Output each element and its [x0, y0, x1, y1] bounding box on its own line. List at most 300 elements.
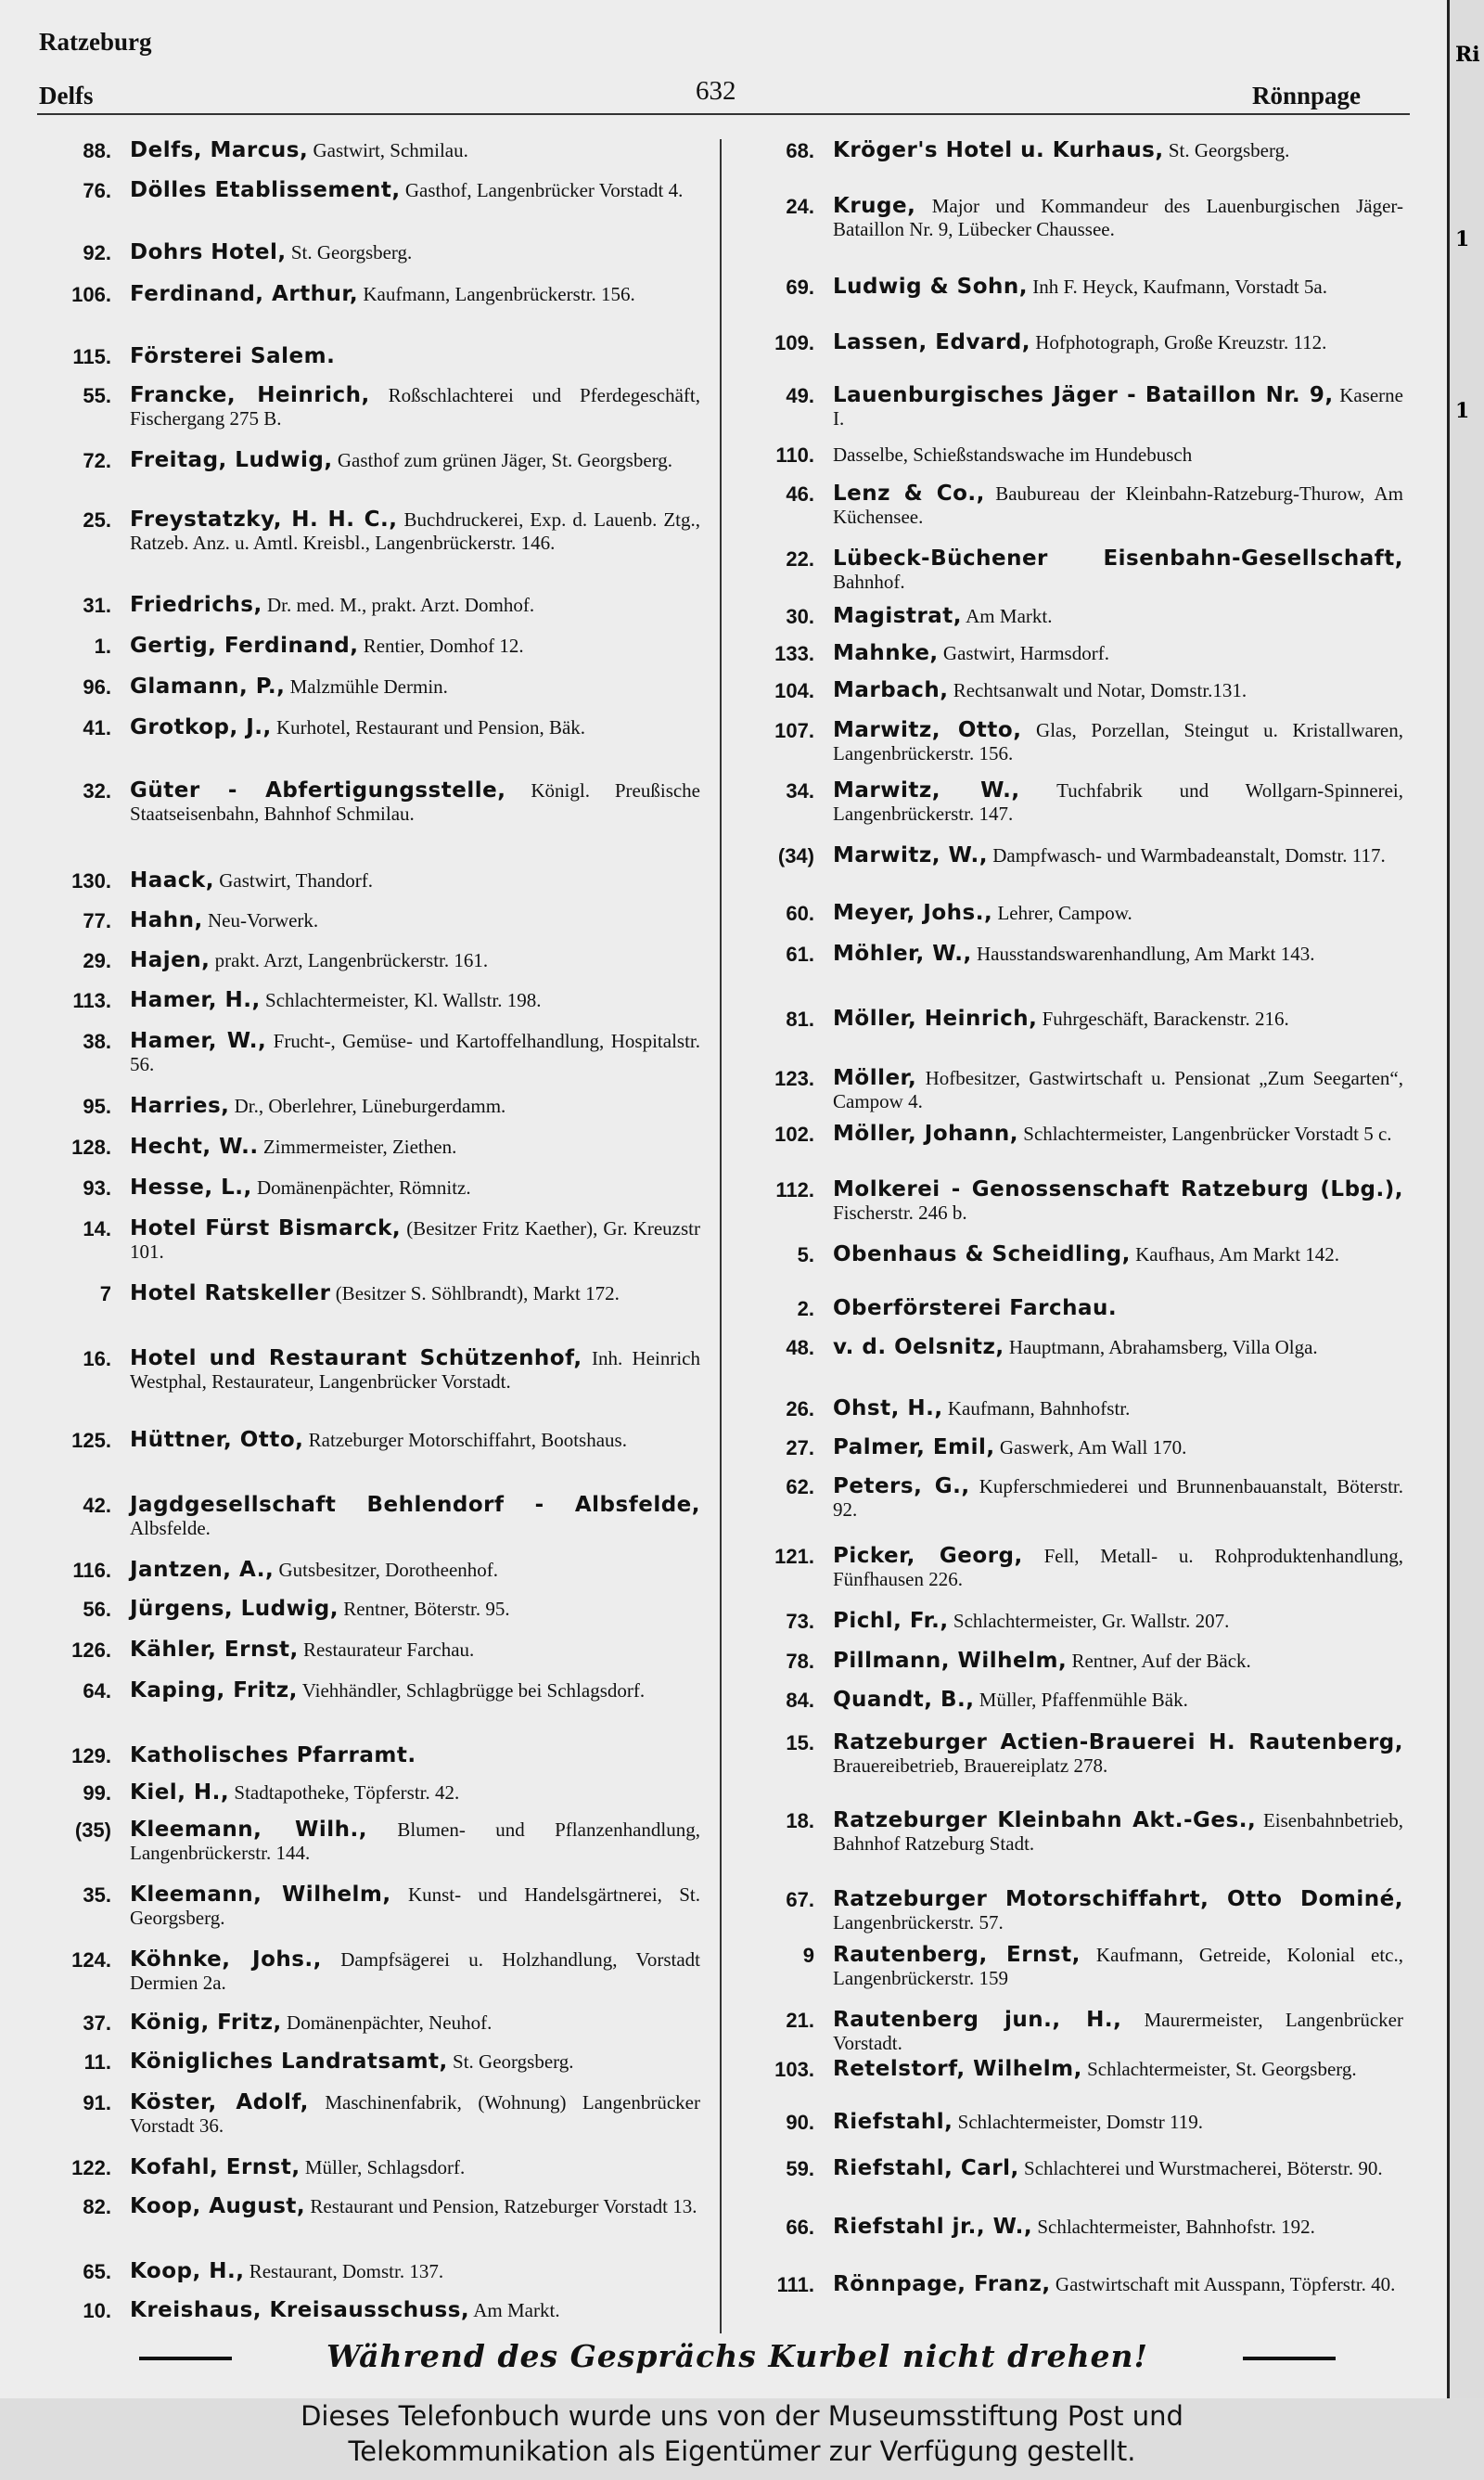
entry-address: Frucht-, Gemüse- und Kartoffelhandlung, Hospitalstr. 56. [130, 1030, 700, 1075]
entry-text [130, 1136, 700, 1159]
entry-address: Tuchfabrik und Wollgarn-Spinnerei, Langenbrückerstr. 147. [833, 779, 1403, 825]
entry-address: Restaurant, Domstr. 137. [249, 2260, 444, 2282]
entry-name: Oberförsterei Farchau. [833, 1296, 1118, 1320]
entry-address: Restaurateur Farchau. [303, 1638, 475, 1661]
entry-name: Hamer, H., [130, 988, 261, 1012]
entry-address: Müller, Pfaffenmühle Bäk. [979, 1689, 1188, 1711]
entry-address: Gastwirt, Schmilau. [313, 139, 468, 161]
entry-name: Grotkop, J., [130, 715, 272, 739]
entry-text [833, 2009, 1403, 2055]
adjacent-page-text: 1 [1455, 227, 1470, 251]
entry-name: Harries, [130, 1094, 230, 1118]
entry-text [833, 482, 1403, 529]
entry-name: v. d. Oelsnitz, [833, 1335, 1004, 1359]
entry-text [130, 283, 700, 306]
entry-name: Möller, [833, 1066, 917, 1090]
entry-number: 76. [83, 179, 111, 202]
entry-address: Schlachtermeister, Langenbrücker Vorstadt 5 c. [1023, 1123, 1392, 1145]
entry-address: Stadtapotheke, Töpferstr. 42. [234, 1781, 460, 1804]
entry-number: 37. [83, 2011, 111, 2035]
entry-number: 110. [775, 443, 814, 467]
entry-number: 67. [786, 1888, 814, 1911]
entry-number: 109. [774, 331, 814, 354]
entry-address: Hausstandswarenhandlung, Am Markt 143. [976, 943, 1315, 965]
entry-name: Rönnpage, Franz, [833, 2272, 1051, 2296]
entry-address: Dasselbe, Schießstandswache im Hundebusch [833, 443, 1193, 466]
entry-text [833, 943, 1403, 966]
entry-text [833, 1944, 1403, 1990]
entry-number: 24. [786, 195, 814, 218]
entry-name: Friedrichs, [130, 593, 262, 617]
entry-name: Hotel Ratskeller [130, 1281, 331, 1305]
entry-address: Buchdruckerei, Exp. d. Lauenb. Ztg., Ratzeb. Anz. u. Amtl. Kreisbl., Langenbrückerstr. 146. [130, 508, 700, 554]
entry-text [130, 1559, 700, 1582]
entry-address: Kupferschmiederei und Brunnenbauanstalt, Böterstr. 92. [833, 1475, 1404, 1521]
entry-name: König, Fritz, [130, 2011, 282, 2035]
entry-number: 133. [774, 642, 814, 665]
entry-name: Meyer, Johs., [833, 901, 993, 925]
entry-number: 21. [786, 2009, 814, 2032]
entry-number: 113. [72, 989, 111, 1012]
entry-name: Lauenburgisches Jäger - Bataillon Nr. 9, [833, 383, 1334, 407]
entry-text [130, 594, 700, 617]
entry-number: 38. [83, 1030, 111, 1053]
entry-name: Kofahl, Ernst, [130, 2155, 301, 2179]
entry-text [130, 675, 700, 699]
entry-address: prakt. Arzt, Langenbrückerstr. 161. [214, 949, 489, 971]
banner [139, 2338, 1336, 2375]
entry-address: Glas, Porzellan, Steingut u. Kristallwaren, Langenbrückerstr. 156. [833, 719, 1403, 765]
entry-text [130, 2011, 700, 2035]
entry-address: Hauptmann, Abrahamsberg, Villa Olga. [1008, 1336, 1318, 1358]
banner-dash-left [139, 2357, 232, 2360]
entry-number: 78. [786, 1650, 814, 1673]
entry-address: Major und Kommandeur des Lauenburgischen Jäger-Bataillon Nr. 9, Lübecker Chaussee. [833, 195, 1403, 240]
entry-text [130, 1176, 700, 1200]
entry-text [130, 179, 700, 202]
entry-text [833, 1731, 1403, 1778]
entry-name: Kaping, Fritz, [130, 1678, 298, 1703]
entry-text [833, 1809, 1403, 1856]
entry-text [130, 1679, 700, 1703]
entry-name: Marbach, [833, 678, 949, 702]
entry-text [833, 331, 1403, 354]
entry-text [833, 719, 1403, 765]
entry-name: Obenhaus & Scheidling, [833, 1242, 1131, 1266]
entry-text [833, 384, 1403, 430]
entry-address: Bahnhof. [833, 571, 905, 593]
entry-address: Gutsbesitzer, Dorotheenhof. [278, 1559, 499, 1581]
entry-name: Francke, Heinrich, [130, 383, 370, 407]
place-heading: Ratzeburg [39, 28, 152, 56]
entry-name: Möller, Heinrich, [833, 1007, 1038, 1031]
entry-name: Jantzen, A., [130, 1558, 275, 1582]
entry-name: Palmer, Emil, [833, 1435, 995, 1459]
entry-name: Marwitz, Otto, [833, 718, 1022, 742]
entry-number: 18. [786, 1809, 814, 1832]
entry-address: Roßschlachterei und Pferdegeschäft, Fischergang 275 B. [130, 384, 700, 430]
entry-text [833, 195, 1403, 241]
entry-text [833, 1297, 1403, 1320]
entry-name: Köhnke, Johs., [130, 1947, 322, 1972]
entry-name: Riefstahl, Carl, [833, 2156, 1019, 2180]
entry-address: Dr. med. M., prakt. Arzt. Domhof. [266, 594, 535, 616]
entry-number: 31. [83, 594, 111, 617]
entry-number: 82. [83, 2195, 111, 2218]
entry-text [833, 902, 1403, 925]
entry-name: Hecht, W.. [130, 1135, 259, 1159]
entry-address: Schlachtermeister, Bahnhofstr. 192. [1037, 2216, 1315, 2238]
entry-name: Kleemann, Wilh., [130, 1818, 367, 1842]
entry-address: Eisenbahnbetrieb, Bahnhof Ratzeburg Stadt. [833, 1809, 1403, 1855]
entry-text [130, 1781, 700, 1805]
entry-number: 122. [71, 2156, 111, 2179]
entry-name: Ratzeburger Motorschiffahrt, Otto Dominé, [833, 1887, 1403, 1911]
entry-address: Gasthof, Langenbrücker Vorstadt 4. [404, 179, 684, 201]
entry-number: 129. [71, 1744, 111, 1767]
entry-text [833, 2273, 1403, 2296]
entry-number: 92. [83, 241, 111, 264]
entry-text [130, 1638, 700, 1662]
entry-text [130, 508, 700, 555]
entry-address: Fell, Metall- u. Rohproduktenhandlung, Fünfhausen 226. [833, 1545, 1404, 1590]
entry-name: Güter - Abfertigungsstelle, [130, 778, 506, 803]
entry-number: 59. [786, 2157, 814, 2180]
entry-number: 123. [774, 1067, 814, 1090]
entry-name: Ohst, H., [833, 1396, 943, 1420]
entry-name: Freitag, Ludwig, [130, 448, 333, 472]
entry-text [130, 449, 700, 472]
entry-address: Kaufhaus, Am Markt 142. [1135, 1243, 1340, 1266]
entry-address: Kaufmann, Getreide, Kolonial etc., Langenbrückerstr. 159 [833, 1944, 1403, 1989]
entry-number: 10. [83, 2299, 111, 2322]
adjacent-page-text: 1 [1455, 399, 1470, 423]
entry-text [130, 1282, 700, 1305]
entry-text [833, 679, 1403, 702]
entry-address: Rentner, Böterstr. 95. [343, 1598, 510, 1620]
entry-name: Hotel und Restaurant Schützenhof, [130, 1346, 582, 1370]
entry-name: Hüttner, Otto, [130, 1428, 304, 1452]
entry-name: Freystatzky, H. H. C., [130, 508, 398, 532]
entry-text [833, 1336, 1403, 1359]
entry-name: Riefstahl, [833, 2110, 953, 2134]
entry-address: Müller, Schlagsdorf. [304, 2156, 466, 2178]
entry-text [833, 1610, 1403, 1633]
entry-name: Hamer, W., [130, 1029, 267, 1053]
entry-address: Domänenpächter, Neuhof. [287, 2011, 493, 2034]
entry-number: (34) [777, 844, 814, 867]
entry-number: 30. [786, 605, 814, 628]
entry-number: 77. [83, 909, 111, 932]
entry-number: 66. [786, 2216, 814, 2239]
entry-address: Ratzeburger Motorschiffahrt, Bootshaus. [308, 1429, 627, 1451]
entry-number: 121. [774, 1545, 814, 1568]
entry-text [130, 2156, 700, 2179]
entry-number: 68. [786, 139, 814, 162]
entry-name: Hajen, [130, 948, 211, 972]
entry-name: Kruge, [833, 194, 916, 218]
entry-number: 26. [786, 1397, 814, 1420]
entry-name: Mahnke, [833, 641, 939, 665]
entry-address: Gaswerk, Am Wall 170. [999, 1436, 1187, 1458]
entry-text [833, 1545, 1403, 1591]
entry-number: 48. [786, 1336, 814, 1359]
entry-address: Gastwirt, Harmsdorf. [942, 642, 1109, 664]
entry-name: Dölles Etablissement, [130, 178, 401, 202]
entry-address: Schlachtermeister, Domstr 119. [957, 2111, 1203, 2133]
entry-number: 65. [83, 2260, 111, 2283]
entry-number: 34. [786, 779, 814, 803]
entry-number: 91. [83, 2091, 111, 2114]
entry-name: Köster, Adolf, [130, 2090, 309, 2114]
entry-name: Kleemann, Wilhelm, [130, 1882, 391, 1907]
entry-name: Ratzeburger Actien-Brauerei H. Rautenberg, [833, 1730, 1403, 1754]
entry-name: Lassen, Edvard, [833, 330, 1031, 354]
entry-name: Lenz & Co., [833, 482, 985, 506]
entry-number: 25. [83, 508, 111, 532]
entry-address: Inh. Heinrich Westphal, Restaurateur, Langenbrücker Vorstadt. [130, 1347, 700, 1393]
entry-number: 81. [786, 1008, 814, 1031]
entry-address: Rentier, Domhof 12. [363, 635, 524, 657]
entry-text [130, 989, 700, 1012]
entry-number: 49. [786, 384, 814, 407]
entry-name: Kähler, Ernst, [130, 1638, 299, 1662]
entry-name: Glamann, P., [130, 675, 286, 699]
entry-address: Inh F. Heyck, Kaufmann, Vorstadt 5a. [1032, 276, 1328, 298]
entry-address: Kaufmann, Langenbrückerstr. 156. [363, 283, 635, 305]
entry-number: 35. [83, 1883, 111, 1907]
entry-number: 15. [786, 1731, 814, 1754]
entry-name: Jürgens, Ludwig, [130, 1597, 339, 1621]
entry-number: 128. [71, 1136, 111, 1159]
entry-name: Ludwig & Sohn, [833, 275, 1029, 299]
entry-number: 112. [775, 1178, 814, 1201]
entry-text [833, 1123, 1403, 1146]
entry-name: Pichl, Fr., [833, 1609, 949, 1633]
entry-name: Kröger's Hotel u. Kurhaus, [833, 138, 1164, 162]
entry-name: Möhler, W., [833, 942, 972, 966]
entry-name: Jagdgesellschaft Behlendorf - Albsfelde, [130, 1493, 700, 1517]
entry-number: 69. [786, 276, 814, 299]
entry-number: 61. [786, 943, 814, 966]
entry-name: Dohrs Hotel, [130, 240, 287, 264]
entry-name: Haack, [130, 868, 214, 893]
entry-text [130, 909, 700, 932]
entry-number: 106. [71, 283, 111, 306]
entry-text [833, 1397, 1403, 1420]
entry-address: Zimmermeister, Ziethen. [262, 1136, 457, 1158]
entry-text [130, 384, 700, 430]
entry-text [130, 1347, 700, 1394]
page-number: 632 [696, 76, 736, 106]
entry-number: 126. [71, 1638, 111, 1662]
entry-number: 103. [774, 2058, 814, 2081]
entry-address: Gastwirt, Thandorf. [219, 869, 374, 892]
entry-number: 41. [83, 716, 111, 739]
entry-address: St. Georgsberg. [1168, 139, 1290, 161]
entry-address: Gasthof zum grünen Jäger, St. Georgsberg. [337, 449, 673, 471]
entry-text [833, 1475, 1403, 1522]
entry-text [833, 139, 1403, 162]
footer-notice [0, 2398, 1484, 2480]
entry-name: Königliches Landratsamt, [130, 2050, 448, 2074]
entry-address: Baubureau der Kleinbahn-Ratzeburg-Thurow, Am Küchensee. [833, 482, 1403, 528]
column-divider [720, 139, 722, 2333]
entry-address: Dampfsägerei u. Holzhandlung, Vorstadt Dermien 2a. [130, 1948, 701, 1994]
entry-text [833, 642, 1403, 665]
entry-address: Gastwirtschaft mit Ausspann, Töpferstr. 40. [1055, 2273, 1396, 2295]
entry-text [833, 276, 1403, 299]
banner-text: Während des Gesprächs Kurbel nicht drehen! [326, 2338, 1149, 2374]
entry-text [130, 869, 700, 893]
entry-text [833, 443, 1403, 467]
entry-address: Schlachterei und Wurstmacherei, Böterstr. 90. [1024, 2157, 1383, 2179]
entry-text [833, 1436, 1403, 1459]
entry-name: Quandt, B., [833, 1688, 975, 1712]
entry-text [130, 2050, 700, 2074]
entry-text [130, 949, 700, 972]
entry-address: Blumen- und Pflanzenhandlung, Langenbrückerstr. 144. [130, 1818, 700, 1864]
entry-number: 56. [83, 1598, 111, 1621]
entry-number: 72. [83, 449, 111, 472]
entry-address: St. Georgsberg. [453, 2050, 574, 2073]
entry-name: Hahn, [130, 908, 203, 932]
entry-number: (35) [74, 1818, 111, 1842]
entry-text [833, 1888, 1403, 1934]
entry-name: Möller, Johann, [833, 1122, 1019, 1146]
entry-text [833, 844, 1403, 867]
entry-number: 27. [786, 1436, 814, 1459]
entry-address: Restaurant und Pension, Ratzeburger Vorstadt 13. [310, 2195, 697, 2217]
entry-number: 93. [83, 1176, 111, 1200]
entry-address: Kurhotel, Restaurant und Pension, Bäk. [276, 716, 586, 739]
entry-address: Am Markt. [473, 2299, 560, 2321]
entry-name: Försterei Salem. [130, 344, 336, 368]
entry-name: Ratzeburger Kleinbahn Akt.-Ges., [833, 1808, 1257, 1832]
entry-name: Peters, G., [833, 1474, 970, 1498]
entry-number: 90. [786, 2111, 814, 2134]
entry-number: 88. [83, 139, 111, 162]
entry-text [130, 241, 700, 264]
entry-text [833, 605, 1403, 628]
entry-address: Maurermeister, Langenbrücker Vorstadt. [833, 2009, 1403, 2054]
entry-name: Kreishaus, Kreisausschuss, [130, 2298, 470, 2322]
entry-number: 124. [71, 1948, 111, 1972]
entry-text [130, 1598, 700, 1621]
entry-name: Marwitz, W., [833, 843, 988, 867]
entry-text [833, 2216, 1403, 2239]
entry-text [130, 779, 700, 826]
entry-number: 46. [786, 482, 814, 506]
entry-text [130, 1744, 700, 1767]
entry-address: Schlachtermeister, Kl. Wallstr. 198. [265, 989, 542, 1011]
entry-number: 32. [83, 779, 111, 803]
entry-address: Kunst- und Handelsgärtnerei, St. Georgsberg. [130, 1883, 700, 1929]
entry-text [130, 1818, 700, 1865]
entry-number: 9 [802, 1944, 814, 1967]
entry-text [130, 1217, 700, 1264]
banner-dash-right [1243, 2357, 1336, 2360]
entry-text [833, 2058, 1403, 2081]
entry-number: 104. [774, 679, 814, 702]
entry-number: 7 [99, 1282, 111, 1305]
entry-name: Ferdinand, Arthur, [130, 282, 359, 306]
entry-number: 29. [83, 949, 111, 972]
entry-name: Marwitz, W., [833, 778, 1020, 803]
entry-address: Dampfwasch- und Warmbadeanstalt, Domstr. 117. [992, 844, 1386, 867]
entry-number: 107. [774, 719, 814, 742]
entry-name: Lübeck-Büchener Eisenbahn-Gesellschaft, [833, 546, 1403, 571]
entry-address: Maschinenfabrik, (Wohnung) Langenbrücker Vorstadt 36. [130, 2091, 700, 2137]
entry-text [833, 1650, 1403, 1673]
entry-text [130, 1095, 700, 1118]
entry-number: 84. [786, 1689, 814, 1712]
header-first-entry: Delfs [39, 82, 94, 109]
entry-number: 111. [776, 2273, 814, 2296]
entry-name: Rautenberg jun., H., [833, 2008, 1122, 2032]
entry-address: Brauereibetrieb, Brauereiplatz 278. [833, 1754, 1108, 1777]
entry-name: Picker, Georg, [833, 1544, 1023, 1568]
entry-number: 1. [94, 635, 111, 658]
entry-address: Fischerstr. 246 b. [833, 1201, 967, 1224]
entry-number: 2. [797, 1297, 814, 1320]
adjacent-page-text: Ri [1455, 43, 1480, 67]
entry-text [833, 2157, 1403, 2180]
entry-address: Kaserne I. [833, 384, 1403, 430]
entry-address: Dr., Oberlehrer, Lüneburgerdamm. [234, 1095, 506, 1117]
entry-name: Katholisches Pfarramt. [130, 1743, 416, 1767]
entry-name: Hotel Fürst Bismarck, [130, 1216, 402, 1240]
entry-number: 64. [83, 1679, 111, 1703]
entry-text [130, 716, 700, 739]
entry-address: Fuhrgeschäft, Barackenstr. 216. [1042, 1008, 1289, 1030]
entry-address: Malzmühle Dermin. [289, 675, 448, 698]
entry-address: (Besitzer Fritz Kaether), Gr. Kreuzstr 101. [130, 1217, 700, 1263]
entry-address: (Besitzer S. Söhlbrandt), Markt 172. [335, 1282, 620, 1304]
entry-number: 73. [786, 1610, 814, 1633]
entry-number: 11. [83, 2050, 111, 2074]
entry-text [833, 1067, 1403, 1113]
adjacent-page-edge [1447, 0, 1484, 2398]
entry-name: Koop, August, [130, 2194, 306, 2218]
entry-name: Riefstahl jr., W., [833, 2215, 1033, 2239]
entry-number: 95. [83, 1095, 111, 1118]
entry-text [130, 345, 700, 368]
entry-text [833, 1008, 1403, 1031]
entry-text [130, 2091, 700, 2138]
entry-address: Schlachtermeister, St. Georgsberg. [1087, 2058, 1357, 2080]
entry-number: 102. [774, 1123, 814, 1146]
entry-address: Domänenpächter, Römnitz. [256, 1176, 471, 1199]
entry-number: 96. [83, 675, 111, 699]
entry-text [130, 1030, 700, 1076]
entry-text [833, 2111, 1403, 2134]
entry-text [130, 139, 700, 162]
footer-line: Telekommunikation als Eigentümer zur Verfügung gestellt. [348, 2435, 1136, 2467]
entry-text [130, 1494, 700, 1540]
entry-text [130, 2299, 700, 2322]
entry-name: Delfs, Marcus, [130, 138, 309, 162]
entry-text [130, 1948, 700, 1995]
entry-number: 116. [72, 1559, 111, 1582]
entry-number: 14. [83, 1217, 111, 1240]
entry-name: Hesse, L., [130, 1176, 252, 1200]
entry-address: St. Georgsberg. [290, 241, 413, 263]
entry-number: 60. [786, 902, 814, 925]
entry-text [130, 2195, 700, 2218]
entry-number: 5. [797, 1243, 814, 1266]
entry-address: Viehhändler, Schlagbrügge bei Schlagsdorf. [301, 1679, 646, 1702]
